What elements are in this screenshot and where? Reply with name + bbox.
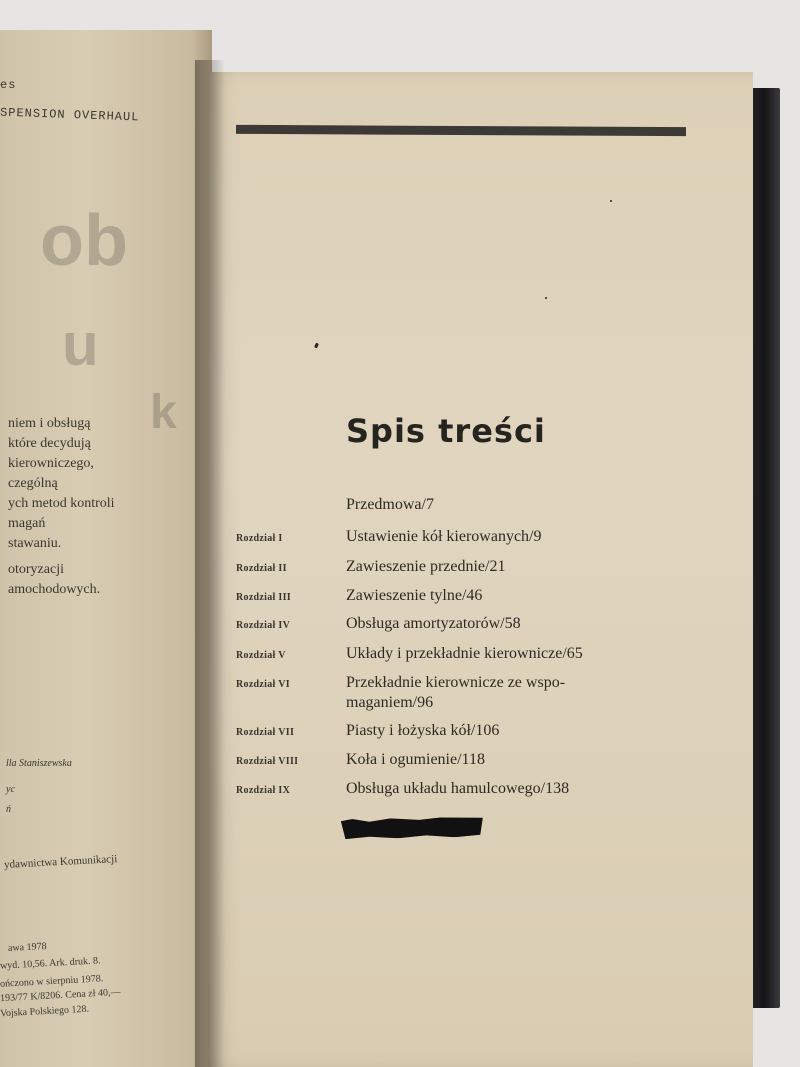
toc-chapter-label: Rozdział III: [236, 592, 291, 603]
toc-entry: [0, 495, 760, 519]
toc-entry-text: Przekładnie kierownicze ze wspo-: [346, 674, 566, 691]
toc-entry: [0, 721, 760, 745]
left-header-line: es: [0, 78, 17, 92]
left-imprint-line: 193/77 K/8206. Cena zł 40,—: [0, 986, 121, 1005]
toc-entry-text: Obsługa układu hamulcowego/138: [346, 780, 570, 797]
left-body-line: które decydują: [8, 436, 91, 451]
left-credit-line: yc: [6, 784, 15, 795]
left-imprint-line: ończono w sierpniu 1978.: [0, 973, 104, 990]
toc-entry: [0, 779, 760, 803]
toc-entry: [0, 614, 760, 638]
left-credit-line: lla Staniszewska: [6, 758, 72, 769]
toc-entry: [0, 527, 760, 551]
toc-chapter-label: Rozdział VII: [236, 727, 295, 738]
toc-chapter-label: Rozdział II: [236, 563, 287, 574]
left-body-line: otoryzacji: [8, 562, 64, 577]
toc-entry-text: Zawieszenie tylne/46: [346, 587, 483, 604]
toc-entry: [0, 557, 760, 581]
left-imprint-line: wyd. 10,56. Ark. druk. 8.: [0, 955, 101, 972]
toc-entry-text: Obsługa amortyzatorów/58: [346, 615, 521, 632]
toc-entry-text-continuation: maganiem/96: [346, 694, 434, 711]
left-publisher-line: ydawnictwa Komunikacji: [3, 853, 118, 871]
toc-chapter-label: Rozdział IX: [236, 785, 291, 796]
left-credit-line: ń: [6, 804, 11, 815]
left-body-line: ych metod kontroli: [8, 496, 115, 511]
left-body-line: niem i obsługą: [8, 416, 91, 431]
bleed-through-text: u: [62, 311, 99, 378]
toc-entry-text: Koła i ogumienie/118: [346, 751, 485, 768]
toc-chapter-label: Rozdział VIII: [236, 756, 299, 767]
toc-entry: [0, 644, 760, 668]
toc-chapter-label: Rozdział VI: [236, 679, 290, 690]
toc-chapter-label: Rozdział V: [236, 650, 286, 661]
bleed-through-text: ob: [40, 201, 128, 281]
left-body-line: stawaniu.: [8, 536, 62, 551]
toc-entry-text: Zawieszenie przednie/21: [346, 558, 506, 575]
toc-entry: [0, 586, 760, 610]
toc-entry-text: Układy i przekładnie kierownicze/65: [346, 645, 583, 662]
toc-title: Spis treści: [346, 412, 546, 450]
toc-entry-text: Ustawienie kół kierowanych/9: [346, 528, 542, 545]
left-body-line: kierowniczego,: [8, 456, 94, 471]
left-body-line: amochodowych.: [8, 582, 101, 597]
ink-speck: [610, 200, 612, 202]
bleed-through-text: k: [150, 386, 177, 439]
ink-speck: [545, 297, 547, 299]
left-imprint-line: Vojska Polskiego 128.: [0, 1003, 90, 1020]
toc-chapter-label: Rozdział I: [236, 533, 283, 544]
toc-chapter-label: Rozdział IV: [236, 620, 291, 631]
toc-entry: [0, 673, 760, 717]
left-body-line: magań: [8, 516, 46, 531]
toc-entry: [0, 750, 760, 774]
toc-entry-text: Piasty i łożyska kół/106: [346, 722, 500, 739]
left-body-line: czególną: [8, 476, 58, 491]
toc-entry-text: Przedmowa/7: [346, 496, 434, 513]
left-imprint-line: awa 1978: [7, 940, 47, 955]
left-header-line: SPENSION OVERHAUL: [0, 105, 140, 125]
